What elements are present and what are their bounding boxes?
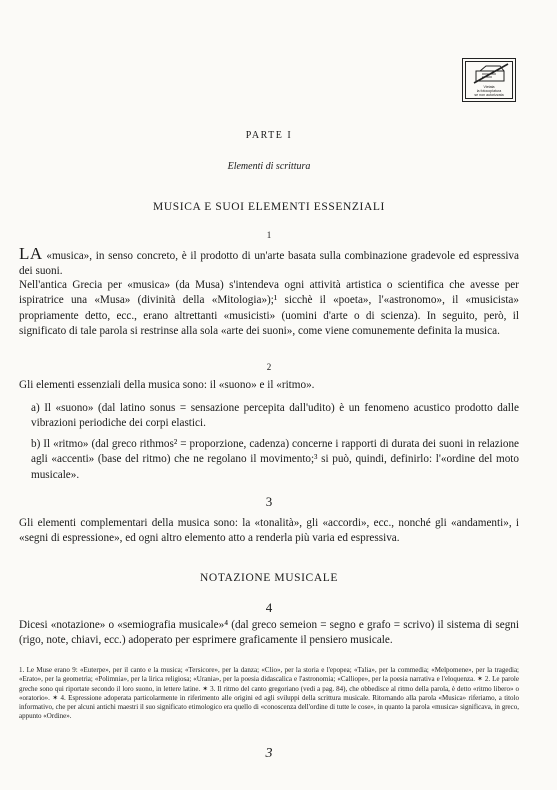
drop-cap: LA — [19, 244, 43, 263]
stamp-line: se non autorizzata — [474, 93, 504, 97]
list-item-b: b) Il «ritmo» (dal greco rithmos² = proporzione, cadenza) concerne i rapporti di durata dei suoni in relazione agli «accenti» (base del ritmo) che ne regolano il movimento;³ si può, quindi, definirlo: l'«ordine del moto musicale». — [31, 438, 519, 481]
section-number: 3 — [265, 494, 273, 509]
copyright-stamp — [462, 58, 516, 102]
section-title: NOTAZIONE MUSICALE — [200, 572, 338, 584]
footnote-text: 1. Le Muse erano 9: «Euterpe», per il canto e la musica; «Tersicore», per la danza; «Clio», per la storia e l'epopea; «Talia», per la commedia; «Melpomene», per la tragedia; «Erato», per la geometria; «Polimnia», per la lirica religiosa; «Urania», per la poesia didascalica e l'astronomia; «Calliope», per la poesia narrativa e l'eloquenza. ✶ 2. Le parole greche sono qui riportate secondo il loro suono, in lettere latine. ✶ 3. Il ritmo del canto gregoriano (vedi a pag. 84), che obbedisce al ritmo della parola, è detto «ritmo libero» o «oratorio». ✶ 4. Espressione adoperata particolarmente in riferimento alle origini ed agli sviluppi della scrittura musicale. Ritornando alla parola «Musica» riferiamo, a titolo informativo, che per alcuni antichi maestri il suo significato etimologico era quello di «conoscenza dell'ordine di tutte le cose», in quanto la parola «musica» significava, in greco, appunto «Ordine». — [19, 666, 519, 721]
stamp-line: la fotocopiatura — [476, 89, 502, 93]
paragraph-text: «musica», in senso concreto, è il prodotto di un'arte basata sulla combinazione gradevole ed espressiva dei suoni. — [19, 250, 519, 278]
list-item-a: a) Il «suono» (dal latino sonus = sensazione percepita dall'udito) è un fenomeno acustico prodotto dalle vibrazioni periodiche dei corpi elastici. — [31, 402, 519, 430]
stamp-line: Vietata — [483, 85, 495, 89]
chapter-title: MUSICA E SUOI ELEMENTI ESSENZIALI — [153, 201, 385, 213]
paragraph: Dicesi «notazione» o «semiografia musicale»⁴ (dal greco semeion = segno e grafo = scrivo) il sistema di segni (rigo, note, chiavi, ecc.) adoperato per esprimere graficamente il pensiero musicale. — [19, 619, 519, 647]
paragraph: Nell'antica Grecia per «musica» (da Musa) s'intendeva ogni attività artistica o scientifica che avesse per ispiratrice una «Musa» (divinità della «Mitologia»);¹ sicchè il «poeta», l'«astronomo», il «musicista» propriamente detto, ecc., erano altrettanti «musicisti» (uomini d'arte o di scienza). In seguito, però, il significato di tale parola si restrinse alla sola «arte dei suoni», come viene comunemente definita la musica. — [19, 279, 519, 338]
page-number: 3 — [265, 746, 273, 761]
paragraph: Gli elementi complementari della musica sono: la «tonalità», gli «accordi», ecc., nonché gli «andamenti», i «segni di espressione», ed ogni altro elemento atto a renderla più varia ed espressiva. — [19, 517, 519, 545]
paragraph: Gli elementi essenziali della musica sono: il «suono» e il «ritmo». — [19, 379, 315, 391]
part-heading: PARTE I — [245, 130, 293, 141]
stamp-text — [474, 85, 503, 97]
part-subtitle: Elementi di scrittura — [227, 161, 311, 172]
section-number: 1 — [266, 230, 272, 240]
no-photocopy-icon — [472, 63, 512, 85]
footnotes — [19, 666, 519, 722]
paragraph — [19, 246, 519, 280]
section-number: 4 — [265, 600, 273, 615]
section-number: 2 — [266, 362, 272, 372]
